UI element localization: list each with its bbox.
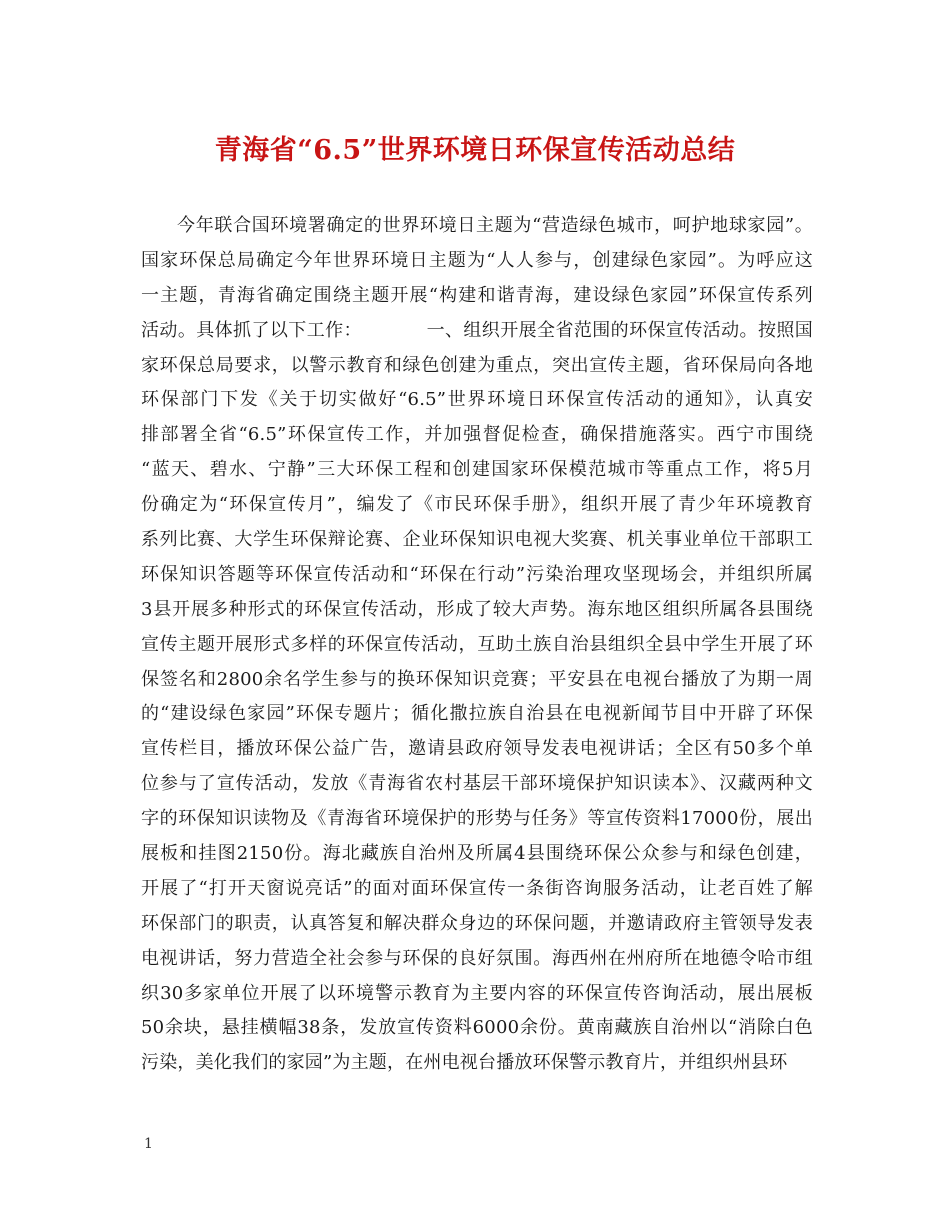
- text-line: 家环保总局要求，以警示教育和绿色创建为重点，突出宣传主题，省环保局向各地: [141, 354, 813, 376]
- text-line: 份确定为“环保宣传月”，编发了《市民环保手册》，组织开展了青少年环境教育: [141, 494, 813, 516]
- text-line: 系列比赛、大学生环保辩论赛、企业环保知识电视大奖赛、机关事业单位干部职工: [141, 529, 813, 551]
- text-line: 织30多家单位开展了以环境警示教育为主要内容的环保宣传咨询活动，展出展板: [141, 982, 813, 1004]
- text-line: 开展了“打开天窗说亮话”的面对面环保宣传一条街咨询服务活动，让老百姓了解: [141, 877, 813, 899]
- text-line: 活动。具体抓了以下工作： 一、组织开展全省范围的环保宣传活动。按照国: [141, 319, 813, 341]
- text-line: 环保知识答题等环保宣传活动和“环保在行动”污染治理攻坚现场会，并组织所属: [141, 563, 813, 585]
- text-line: 电视讲话，努力营造全社会参与环保的良好氛围。海西州在州府所在地德令哈市组: [141, 947, 813, 969]
- text-line: “蓝天、碧水、宁静”三大环保工程和创建国家环保模范城市等重点工作，将5月: [141, 459, 813, 481]
- text-line: 国家环保总局确定今年世界环境日主题为“人人参与，创建绿色家园”。为呼应这: [141, 249, 813, 271]
- text-line: 位参与了宣传活动，发放《青海省农村基层干部环境保护知识读本》、汉藏两种文: [141, 773, 813, 795]
- text-line: 的“建设绿色家园”环保专题片；循化撒拉族自治县在电视新闻节目中开辟了环保: [141, 703, 813, 725]
- text-line: 宣传栏目，播放环保公益广告，邀请县政府领导发表电视讲话；全区有50多个单: [141, 738, 813, 760]
- text-line: 今年联合国环境署确定的世界环境日主题为“营造绿色城市，呵护地球家园”。: [177, 215, 813, 236]
- page-number: 1: [144, 1136, 153, 1152]
- text-line: 保签名和2800余名学生参与的换环保知识竞赛；平安县在电视台播放了为期一周: [141, 668, 813, 690]
- text-line: 宣传主题开展形式多样的环保宣传活动，互助土族自治县组织全县中学生开展了环: [141, 633, 813, 655]
- text-line: 环保部门的职责，认真答复和解决群众身边的环保问题，并邀请政府主管领导发表: [141, 912, 813, 934]
- text-line: 展板和挂图2150份。海北藏族自治州及所属4县围绕环保公众参与和绿色创建，: [141, 843, 813, 865]
- text-line: 50余块，悬挂横幅38条，发放宣传资料6000余份。黄南藏族自治州以“消除白色: [141, 1017, 813, 1039]
- body-text: [141, 209, 813, 1081]
- text-line: 字的环保知识读物及《青海省环境保护的形势与任务》等宣传资料17000份，展出: [141, 808, 813, 830]
- text-line: 排部署全省“6.5”环保宣传工作，并加强督促检查，确保措施落实。西宁市围绕: [141, 424, 813, 446]
- text-line: 一主题，青海省确定围绕主题开展“构建和谐青海，建设绿色家园”环保宣传系列: [141, 284, 813, 306]
- text-line: 环保部门下发《关于切实做好“6.5”世界环境日环保宣传活动的通知》，认真安: [141, 389, 813, 411]
- text-line: 3县开展多种形式的环保宣传活动，形成了较大声势。海东地区组织所属各县围绕: [141, 598, 813, 620]
- document-title: 青海省“6.5”世界环境日环保宣传活动总结: [214, 135, 736, 166]
- text-line: 污染，美化我们的家园”为主题，在州电视台播放环保警示教育片，并组织州县环: [141, 1052, 788, 1074]
